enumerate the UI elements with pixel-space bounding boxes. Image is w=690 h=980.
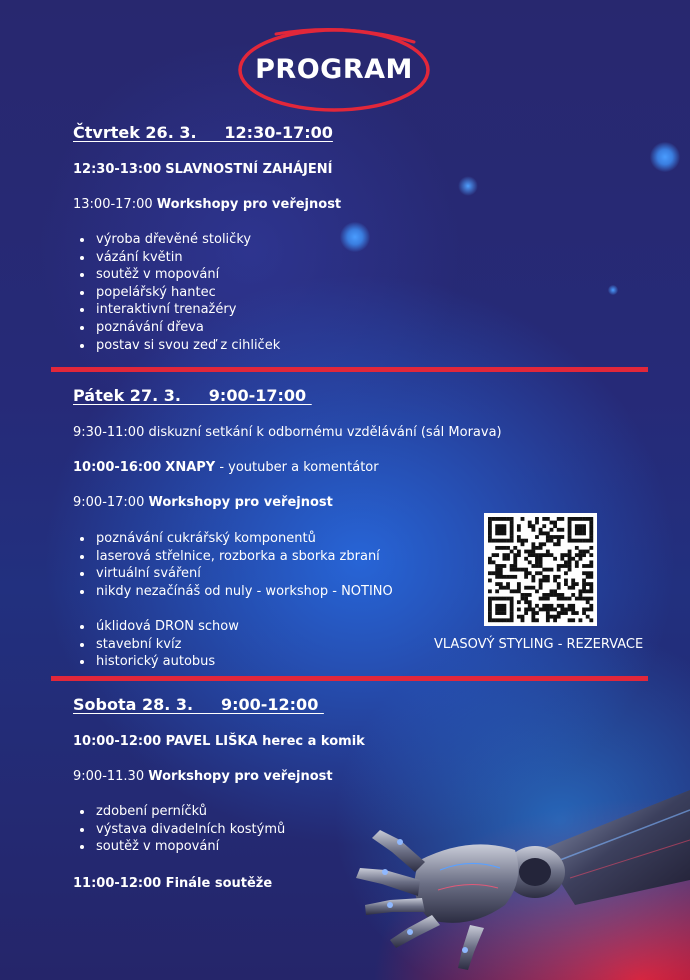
- list-item: historický autobus: [73, 653, 239, 671]
- list-item: poznávání cukrářský komponentů: [73, 530, 393, 548]
- qr-label: VLASOVÝ STYLING - REZERVACE: [434, 637, 644, 652]
- list-item: postav si svou zeď z cihliček: [73, 337, 280, 355]
- friday-heading: Pátek 27. 3. 9:00-17:00: [73, 386, 312, 405]
- page-title: PROGRAM: [255, 54, 413, 85]
- list-item: výroba dřevěné stoličky: [73, 231, 280, 249]
- xnapy-time: 10:00-16:00: [73, 460, 162, 475]
- workshops-time: 9:00-11.30: [73, 769, 145, 784]
- xnapy-desc: - youtuber a komentátor: [215, 460, 379, 475]
- workshops-title: Workshopy pro veřejnost: [156, 197, 342, 212]
- list-item: soutěž v mopování: [73, 266, 280, 284]
- saturday-finale: 11:00-12:00 Finále soutěže: [73, 876, 273, 891]
- list-item: zdobení perníčků: [73, 803, 285, 821]
- workshops-time: 13:00-17:00: [73, 197, 153, 212]
- list-item: stavební kvíz: [73, 636, 239, 654]
- opening-title: SLAVNOSTNÍ ZAHÁJENÍ: [165, 162, 333, 177]
- list-item: popelářský hantec: [73, 284, 280, 302]
- workshops-title: Workshopy pro veřejnost: [148, 495, 333, 510]
- friday-discussion: 9:30-11:00 diskuzní setkání k odbornému vzdělávání (sál Morava): [73, 425, 502, 440]
- saturday-heading: Sobota 28. 3. 9:00-12:00: [73, 695, 324, 714]
- thursday-heading: Čtvrtek 26. 3. 12:30-17:00: [73, 123, 333, 142]
- list-item: laserová střelnice, rozborka a sborka zbraní: [73, 548, 393, 566]
- list-item: úklidová DRON schow: [73, 618, 239, 636]
- workshops-time: 9:00-17:00: [73, 495, 145, 510]
- saturday-guest: 10:00-12:00 PAVEL LIŠKA herec a komik: [73, 734, 365, 749]
- list-item: poznávání dřeva: [73, 319, 280, 337]
- list-item: nikdy nezačínáš od nuly - workshop - NOTINO: [73, 583, 393, 601]
- list-item: interaktivní trenažéry: [73, 301, 280, 319]
- workshops-title: Workshopy pro veřejnost: [148, 769, 333, 784]
- opening-time: 12:30-13:00: [73, 162, 162, 177]
- list-item: výstava divadelních kostýmů: [73, 821, 285, 839]
- list-item: virtuální sváření: [73, 565, 393, 583]
- list-item: vázání květin: [73, 249, 280, 267]
- xnapy-name: XNAPY: [165, 460, 216, 475]
- list-item: soutěž v mopování: [73, 838, 285, 856]
